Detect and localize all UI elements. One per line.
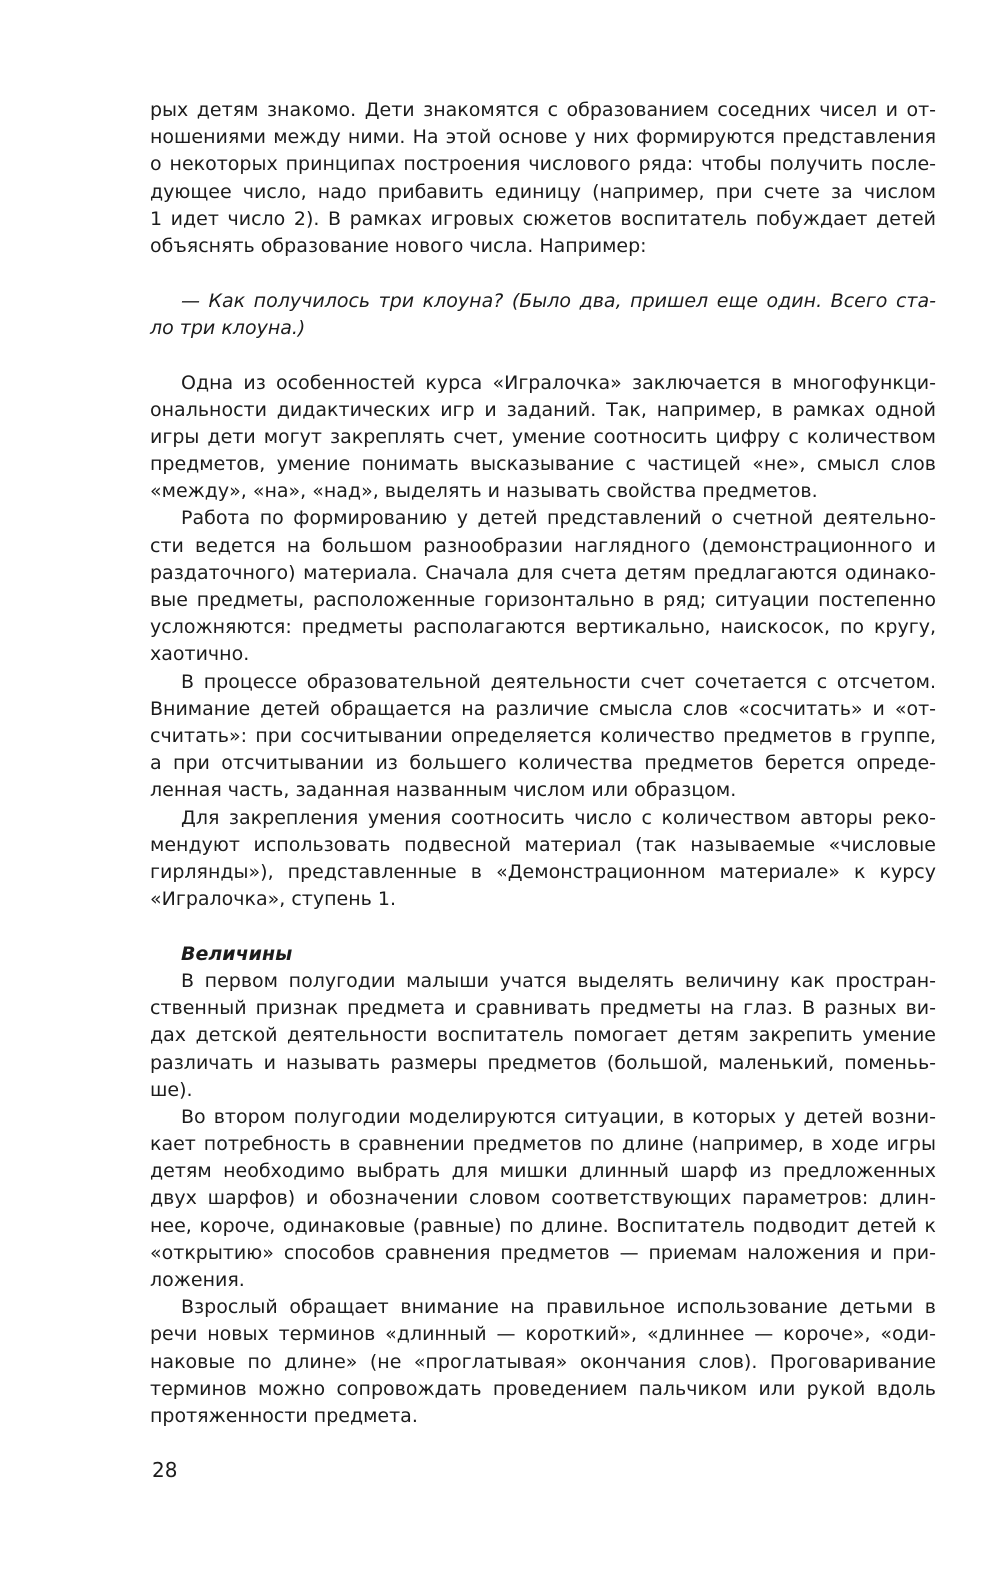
spacer: [150, 342, 936, 370]
quote-line: — Как получилось три клоуна? (Было два, пришел еще один. Всего ста-: [181, 289, 936, 312]
text-line: В первом полугодии малыши учатся выделять величину как простран-: [181, 969, 936, 992]
text-line: сти ведется на большом разнообразии наглядного (демонстрационного и: [150, 534, 936, 557]
quote-block: [150, 288, 936, 342]
text-line: Для закрепления умения соотносить число с количеством авторы реко-: [181, 806, 936, 829]
page-number: 28: [152, 1458, 178, 1482]
text-line: нее, короче, одинаковые (равные) по длине. Воспитатель подводит детей к: [150, 1214, 936, 1237]
text-line: о некоторых принципах построения числового ряда: чтобы получить после-: [150, 153, 936, 176]
paragraph-4: [150, 669, 936, 805]
text-line: 1 идет число 2). В рамках игровых сюжетов воспитатель побуждает детей: [150, 207, 936, 230]
text-line: «открытию» способов сравнения предметов — приемам наложения и при-: [150, 1241, 936, 1264]
text-line: ше).: [150, 1078, 193, 1101]
text-line: ственный признак предмета и сравнивать предметы на глаз. В разных ви-: [150, 997, 936, 1020]
paragraph-7: [150, 1104, 936, 1294]
text-line: дах детской деятельности воспитатель помогает детям закрепить умение: [150, 1024, 936, 1047]
text-line: ношениями между ними. На этой основе у них формируются представления: [150, 126, 936, 149]
text-line: рых детям знакомо. Дети знакомятся с образованием соседних чисел и от-: [150, 99, 936, 121]
text-line: Во втором полугодии моделируются ситуации, в которых у детей возни-: [181, 1105, 936, 1128]
text-line: считать»: при сосчитывании определяется количество предметов в группе,: [150, 724, 936, 747]
text-line: ональности дидактических игр и заданий. Так, например, в рамках одной: [150, 398, 936, 421]
text-line: различать и называть размеры предметов (большой, маленький, поменьь-: [150, 1051, 936, 1074]
text-line: Работа по формированию у детей представлений о счетной деятельно-: [181, 507, 936, 530]
spacer: [150, 260, 936, 288]
text-line: гирлянды»), представленные в «Демонстрационном материале» к курсу: [150, 860, 936, 883]
paragraph-5: [150, 805, 936, 914]
paragraph-2: [150, 370, 936, 506]
text-line: речи новых терминов «длинный — короткий», «длиннее — короче», «оди-: [150, 1323, 936, 1346]
text-line: мендуют использовать подвесной материал (так называемые «числовые: [150, 833, 936, 856]
text-line: Внимание детей обращается на различие смысла слов «сосчитать» и «от-: [150, 697, 936, 720]
text-line: раздаточного) материала. Сначала для счета детям предлагаются одинако-: [150, 561, 936, 584]
paragraph-3: [150, 505, 936, 668]
quote-line: ло три клоуна.): [150, 316, 306, 339]
paragraph-1: [150, 97, 936, 260]
text-line: «между», «на», «над», выделять и называть свойства предметов.: [150, 480, 818, 503]
paragraph-6: [150, 968, 936, 1104]
text-line: предметов, умение понимать высказывание с частицей «не», смысл слов: [150, 453, 936, 476]
text-line: терминов можно сопровождать проведением пальчиком или рукой вдоль: [150, 1377, 936, 1400]
text-line: хаотично.: [150, 643, 250, 666]
text-line: протяженности предмета.: [150, 1404, 418, 1427]
page-text: [150, 97, 936, 1430]
spacer: [150, 913, 936, 941]
text-line: Взрослый обращает внимание на правильное использование детьми в: [181, 1296, 936, 1319]
text-line: игры дети могут закреплять счет, умение соотносить цифру с количеством: [150, 425, 936, 448]
text-line: ленная часть, заданная названным числом или образцом.: [150, 779, 737, 802]
text-line: Одна из особенностей курса «Игралочка» заключается в многофункци-: [181, 371, 936, 394]
text-line: В процессе образовательной деятельности счет сочетается с отсчетом.: [181, 670, 936, 693]
text-line: наковые по длине» (не «проглатывая» окончания слов). Проговаривание: [150, 1350, 936, 1373]
text-line: объяснять образование нового числа. Например:: [150, 234, 647, 257]
text-line: ложения.: [150, 1269, 245, 1291]
text-line: а при отсчитывании из большего количества предметов берется опреде-: [150, 752, 936, 775]
text-line: «Игралочка», ступень 1.: [150, 888, 396, 911]
text-line: двух шарфов) и обозначении словом соответствующих параметров: длин-: [150, 1187, 936, 1210]
section-heading: Величины: [181, 942, 293, 965]
text-line: дующее число, надо прибавить единицу (например, при счете за числом: [150, 180, 936, 203]
text-line: вые предметы, расположенные горизонтально в ряд; ситуации постепенно: [150, 589, 936, 611]
text-line: кает потребность в сравнении предметов по длине (например, в ходе игры: [150, 1133, 936, 1156]
text-line: усложняются: предметы располагаются вертикально, наискосок, по кругу,: [150, 616, 936, 639]
text-line: детям необходимо выбрать для мишки длинный шарф из предложенных: [150, 1160, 936, 1183]
paragraph-8: [150, 1294, 936, 1430]
